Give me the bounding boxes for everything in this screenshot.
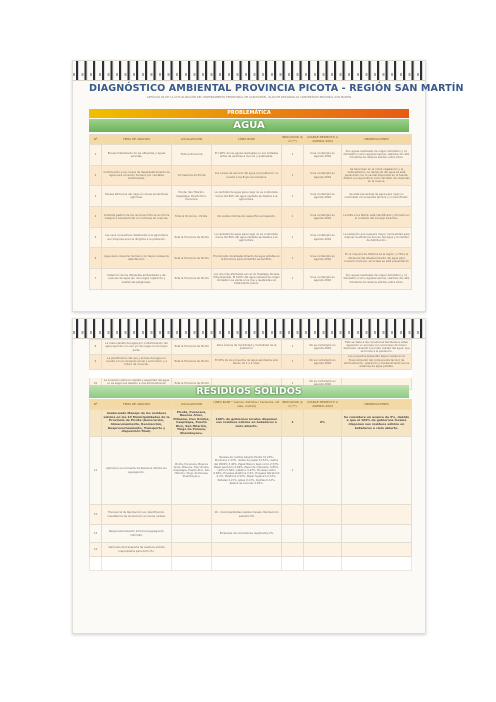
document-title: DIAGNÓSTICO AMBIENTAL PROVINCIA PICOTA - REGIÓN SAN MARTÍN (89, 83, 464, 94)
cell-observaciones: Son aguas residuales de origen doméstico y no doméstico (como agropecuarios), residuos de café, lixiviados de rellenos sólidos, entre otros. (342, 145, 412, 166)
header-indicador: INDICADOR (I) Ó (**) (282, 135, 303, 143)
table-header-row (90, 400, 412, 410)
cell-avance: No se contempló en agenda 2004 (304, 340, 342, 355)
header-localizacion: LOCALIZACIÓN (172, 400, 212, 410)
cell-localizacion (172, 557, 212, 571)
cell-indicador (282, 525, 304, 543)
cell-tema (102, 369, 172, 378)
cell-tema: Contribución a los cursos de desabastecimiento de agua para consumo humano por caudales insuficientes. (102, 165, 172, 186)
header-avance: AVANCE RESPECTO A AGENDA 2004 (304, 400, 342, 410)
cell-localizacion: Toda la Provincia de Picota (172, 340, 212, 355)
cell-avance: Si se contempló en agenda 2004 (304, 165, 342, 186)
cell-n: 6 (90, 248, 102, 269)
cell-tema: La inversión sobre la calidad y seguridad del agua no es según las Gestión a una administración (102, 378, 172, 390)
cell-n: 1 (90, 145, 102, 166)
table-row (90, 165, 412, 186)
cell-indicador: 1 (282, 410, 304, 437)
cell-linea-base: Altos índices de morbilidad y mortalidad de la población. (212, 340, 282, 355)
header-indicador: INDICADOR (I) Ó (**) (282, 400, 303, 408)
cell-linea-base: El 100% de las aguas residuales no son tratadas antes de verterse a los ríos y quebradas. (212, 145, 282, 166)
section-title-agua: AGUA (89, 119, 409, 132)
cell-avance: 0% (304, 410, 342, 437)
cell-linea-base: Empresas de recicladores registrados 0% (212, 525, 282, 543)
cell-tema: Deterioro de los diferentes ambientales y las cuencas de agua (en ríos riegos orgánicos y sustancias peligrosas). (102, 269, 172, 290)
header-linea-base: LÍNEA BASE * (varios: distritos / hacienda, ref. vale, unidad) (213, 400, 280, 408)
cell-avance: Si se contempló en agenda 2004 (304, 186, 342, 207)
cell-localizacion: Toda la Provincia de Picota (172, 248, 212, 269)
cell-observaciones: Se eliza percentaje de agua para riego no controlado con presenta técnica y no tecnificado. (342, 186, 412, 207)
table-row (90, 525, 412, 543)
notebook-sheet-residuos (72, 318, 426, 634)
cell-tema: Reaprovechamiento informal (segregación informal). (102, 525, 172, 543)
cell-n: 10 (90, 378, 102, 390)
cell-observaciones: Se considera un avance de 0%, debido a que el 100% de gobiernos locales disponen sus residuos sólidos en botaderos a cielo abierto. (342, 410, 412, 437)
cell-observaciones: Son aguas residuales de origen doméstico y no doméstico (como agropecuarios), residuos de café, lixiviados de rellenos sólidos, entre otros. (342, 269, 412, 290)
cell-observaciones (342, 437, 412, 505)
header-tema: TEMA DE ANÁLISIS (102, 135, 172, 145)
table-row (90, 354, 412, 369)
cell-n (90, 410, 102, 437)
cell-indicador: 1 (282, 437, 304, 505)
cell-tema: La mala calidad del agua por contaminación del agua agrícola con uso y/o de riegos en la mayor parte. (102, 340, 172, 355)
cell-indicador (282, 505, 304, 525)
cell-linea-base (212, 557, 282, 571)
cell-observaciones: La población que requiere mayor racionalidad para mejorar la eficiencia del uso del agua y la calidad de distribución. (342, 227, 412, 248)
cell-linea-base: El promedio de abastecimiento de agua potable en la Provincia para el Distrito es del 89%. (212, 248, 282, 269)
cell-avance: No se contempló en (304, 378, 342, 390)
cell-tema: Agua para consumo humano con bajos niveles de desinfección. (102, 248, 172, 269)
cell-avance: Si se contempló en agenda 2004 (304, 269, 342, 290)
cell-observaciones (342, 505, 412, 525)
cell-n: 8 (90, 340, 102, 355)
cell-indicador (282, 543, 304, 557)
cell-indicador: 1 (282, 186, 304, 207)
cell-linea-base: Los cursos de servicio del agua a la población no cuenta a los flujos acumulados. (212, 165, 282, 186)
header-n: Nº (90, 135, 102, 145)
cell-avance: Si se contempló en agenda 2004 (304, 248, 342, 269)
cell-localizacion (172, 369, 212, 378)
table-row (90, 543, 412, 557)
cell-indicador: 1 (282, 340, 304, 355)
cell-indicador: 1 (282, 227, 304, 248)
cell-observaciones: Esto se debe a las conexiones familiares a estas siguiendo un proceso con el proceso de mayor demanda, causado a la mala calidad del agua, que se brinda a la población. (343, 340, 410, 354)
header-tema: TEMA DE ANÁLISIS (102, 400, 172, 410)
cell-avance: No se contempló en agenda 2004 (304, 354, 342, 369)
section-title-residuos: RESIDUOS SÓLIDOS (89, 385, 409, 398)
cell-avance: Si se contempló en agenda 2004 (304, 227, 342, 248)
header-localizacion: LOCALIZACIÓN (172, 135, 212, 145)
cell-linea-base: 100% de gobiernos locales disponen sus residuos sólidos en botaderos a cielo abierto. (212, 410, 282, 437)
cell-n: 2 (90, 165, 102, 186)
cell-localizacion: Toda la Provincia de Picota (172, 354, 212, 369)
table-row (90, 207, 412, 228)
table-row (90, 505, 412, 525)
cell-tema: Inadecuado Manejo de los residuos sólidos en los 10 Municipalidades de la Provincia de Picota (Generación, Almacenamiento, Recolección, Reaprovechamiento, Transporte y disposición final). (102, 410, 172, 437)
cell-avance (304, 437, 342, 505)
table-row-main-problem (90, 410, 412, 437)
cell-indicador: 1 (282, 145, 304, 166)
cell-tema: La planificación del uso y acceso del agua no cuenta con el consenso social y económico y a futuro de cuencas. (102, 354, 172, 369)
header-n: Nº (90, 400, 102, 410)
header-observaciones: OBSERVACIONES (342, 135, 412, 145)
table-row (90, 248, 412, 269)
cell-indicador: 1 (282, 354, 304, 369)
cell-avance (304, 369, 342, 378)
cell-indicador: 1 (282, 165, 304, 186)
table-header-row (90, 135, 412, 145)
cell-linea-base: No existe información específica al respecto. (212, 207, 282, 228)
table-row-blank (90, 369, 412, 378)
cell-indicador (282, 557, 304, 571)
cell-tema: Frecuencia de Recolección sin planificación, inexistencia de recolección en zonas rurales. (102, 505, 172, 525)
cell-n: 9 (90, 354, 102, 369)
cell-localizacion (172, 505, 212, 525)
cell-tema: Limitada gestión de los recursos hídricos en forma integral e intersectorial con enfoque de cuencas. (102, 207, 172, 228)
cell-n: 3 (90, 186, 102, 207)
cell-avance (304, 505, 342, 525)
cell-indicador: 1 (282, 207, 304, 228)
cell-observaciones (342, 557, 412, 571)
cell-linea-base (212, 543, 282, 557)
cell-linea-base (212, 369, 282, 378)
cell-localizacion: Picota, San Hilarión, Caspizapa, Puerto Rico, Pucacaca (172, 186, 212, 207)
cell-avance (304, 543, 342, 557)
notebook-sheet-agua (72, 60, 464, 312)
cell-avance (304, 525, 342, 543)
cell-tema: Los usos consuntivos destinados a la agricultura son mayores que los dirigidos a la población. (102, 227, 172, 248)
agua-table (89, 134, 412, 290)
cell-n (90, 557, 102, 571)
cell-localizacion: Toda la Provincia de Picota (172, 269, 212, 290)
table-row-blank (90, 557, 412, 571)
cell-indicador: 1 (282, 269, 304, 290)
cell-observaciones (342, 525, 412, 543)
cell-linea-base: 10 - municipalidades realizan tareas: Recolección subsidio 0% (212, 505, 282, 525)
cell-localizacion: Picota, Pucacaca, Buenos Aires, Pilluana, tres Unidos, Caspizapa, Puerto Rico, San Hilarión, Tingo de Ponasa, Shamboyacu. (173, 409, 210, 436)
cell-observaciones: Los proyectos presentan bajos niveles en el financiamiento del componente técnico de administración, operación y mantenimiento de los sistemas de agua potable. (342, 354, 412, 369)
residuos-table (89, 399, 412, 571)
title-block (89, 83, 464, 99)
cell-localizacion: Toda la Provincia (172, 145, 212, 166)
cell-n: 12 (90, 505, 102, 525)
cell-n: 7 (90, 269, 102, 290)
cell-localizacion: 10 Caseríos de Picota (172, 165, 212, 186)
cell-observaciones: La falta a los Martín está identificado y formado en el contexto del Consejo Directivo. (342, 207, 412, 228)
cell-localizacion: Toda la Provincia de Picota (172, 227, 212, 248)
cell-localizacion (172, 525, 212, 543)
table-row (90, 227, 412, 248)
cell-tema: Escasa eficiencia del riego en zonas productivas agrícolas. (102, 186, 172, 207)
cell-tema: Escaso tratamiento de los efluentes y aguas servidas. (102, 145, 172, 166)
table-row (90, 145, 412, 166)
table-row (90, 186, 412, 207)
cell-n: 5 (90, 227, 102, 248)
cell-linea-base: Niveles de cambio basado Picota 31.20%, Pucacaca 1.23%, restos de papel 13.52%, restos del 1849% 3.40%, Papel Blanco bajo como 2.53%, Papel periódico 0.99%, Papel de impresión 0.85%, cartón 0.56%, plástico 3.43%, Envases vidrio 0.69%, Envases plásticos 0.4%, Envases tetrabrick 0.4%, Plásticos 2.52%, Papel higiénico 0.12%, Pañales 2.21%, Jebes 0.13%, textiles 0.12%, Restos de ciencias 3.82%. (212, 437, 282, 505)
cell-avance (304, 557, 342, 571)
cell-observaciones (342, 369, 412, 378)
agua-continuation-table (89, 339, 412, 390)
cell-indicador: 1 (282, 248, 304, 269)
table-row (90, 437, 412, 505)
cell-avance: Si se contempló en agenda 2004 (304, 207, 342, 228)
cell-linea-base: Los ríos más afectados son el río Huallaga, Ponaza (Moyobamba). El 100% del agua residual de origen doméstico se vierte a los ríos y quebradas sin tratamiento previo. (212, 269, 282, 290)
cell-localizacion: Picota, Pucacaca, Buenos Aires, Pilluana, Tres Unidos, Caspizapa, Puerto Rico, San Hilarión, Tingo de Ponasa, Shamboyacu. (172, 437, 212, 505)
cell-tema: Aplicación en la fuente de Residuos Sólidos sin segregación. (102, 437, 172, 505)
spiral-binding (73, 61, 425, 81)
cell-observaciones (342, 543, 412, 557)
spiral-binding (73, 319, 425, 339)
cell-linea-base: La cantidad de agua para riego no es controlada. Cerca del 80% del agua captada se destina a la agricultura. (212, 186, 282, 207)
cell-tema (102, 557, 172, 571)
header-observaciones: OBSERVACIONES (342, 400, 412, 410)
cell-n: 4 (90, 207, 102, 228)
problematic-bar: PROBLEMÁTICA (89, 109, 409, 118)
cell-n: 11 (90, 437, 102, 505)
cell-n (90, 369, 102, 378)
cell-linea-base: El 60% de los proyectos de agua aprobados sólo tienen de 1 a 2 años. (212, 354, 282, 369)
cell-localizacion: Toda la Provincia - Picota. (172, 207, 212, 228)
cell-linea-base: La cantidad de agua para riego no es controlada. Cerca del 80% del agua captada se destina a la agricultura. (212, 227, 282, 248)
cell-tema: Vehículos de transporte de residuos sólidos inapropiados para dicho fin. (102, 543, 172, 557)
cell-localizacion (172, 543, 212, 557)
cell-avance: Si se contempló en agenda 2004 (304, 145, 342, 166)
cell-observaciones: Se tiene bien en la cobra vegetación y la deforestación. La demanda del agua se está generando con lo caudal disponible en la fuente, debido a la agricultura como también de viviendas en la cuenca. (342, 165, 412, 186)
table-row (90, 340, 412, 355)
cell-n: 14 (90, 543, 102, 557)
header-avance: AVANCE RESPECTO A AGENDA 2004 (304, 135, 342, 145)
table-row (90, 269, 412, 290)
cell-n: 13 (90, 525, 102, 543)
cell-observaciones: En la mayoría de distritos se la región (>70%) la eficiencia del abastecimiento del agua para consumo humano, se la tasa se está presentando. (342, 248, 412, 269)
cell-localizacion: Toda la Provincia de Picota (172, 378, 212, 390)
document-subtitle: ARTÍCULO 64 DE LA ACTUALIZACIÓN DEL ORDENAMIENTO TERRITORIAL DE SAN MARTÍN - PLAN DE DESARROLLO CONCERTADO REGIONAL SAN MARTÍN (146, 95, 352, 99)
cell-indicador (282, 369, 304, 378)
cell-indicador: 1 (282, 378, 304, 390)
header-linea-base: LÍNEA BASE (212, 135, 282, 145)
